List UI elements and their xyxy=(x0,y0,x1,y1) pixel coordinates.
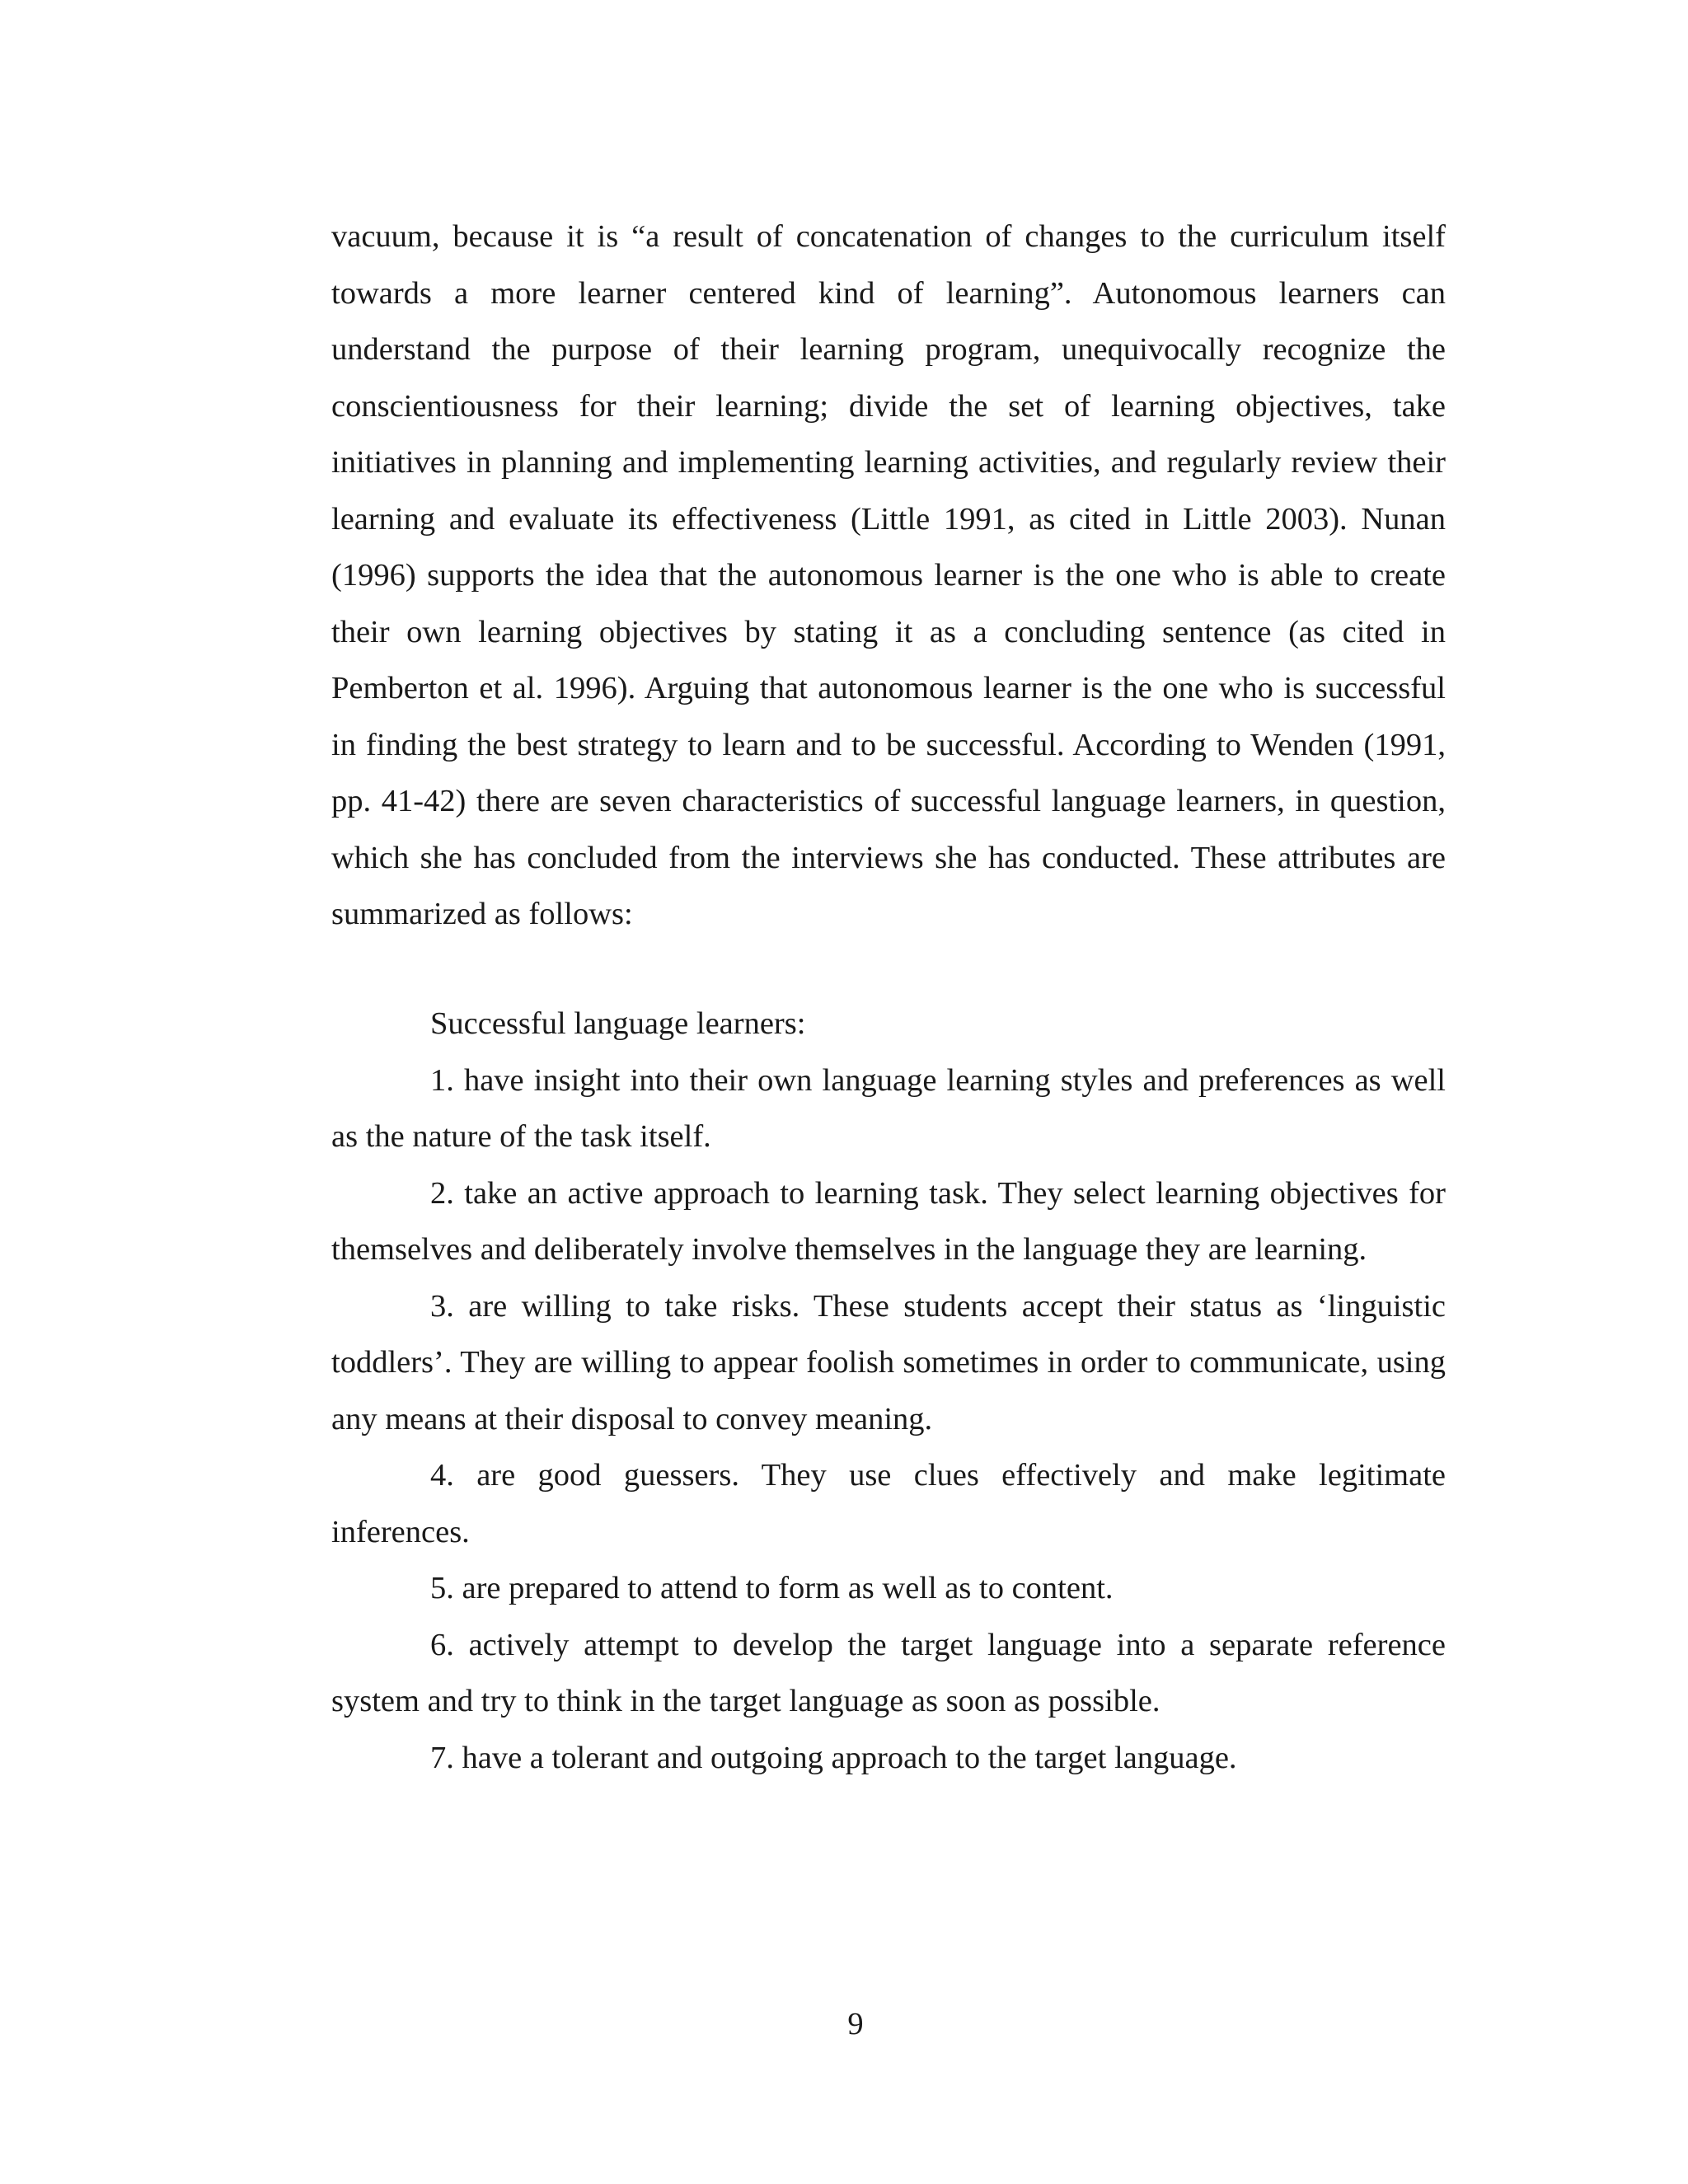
page-number: 9 xyxy=(847,2007,864,2041)
intro-paragraph: vacuum, because it is “a result of concatenation of changes to the curriculum itself towards a more learner centered kind of learning”. Autonomous learners can understand the purpose of their learning program, unequivocally recognize the conscientiousness for their learning; divide the set of learning objectives, take initiatives in planning and implementing learning activities, and regularly review their learning and evaluate its effectiveness (Little 1991, as cited in Little 2003). Nunan (1996) supports the idea that the autonomous learner is the one who is able to create their own learning objectives by stating it as a concluding sentence (as cited in Pemberton et al. 1996). Arguing that autonomous learner is the one who is successful in finding the best strategy to learn and to be successful. According to Wenden (1991, pp. 41-42) there are seven characteristics of successful language learners, in question, which she has concluded from the interviews she has conducted. These attributes are summarized as follows: xyxy=(331,219,1446,931)
list-item: 5. are prepared to attend to form as well as to content. xyxy=(430,1571,1114,1605)
list-item: 3. are willing to take risks. These students accept their status as ‘linguistic toddlers’. They are willing to appear foolish sometimes in order to communicate, using any means at their disposal to convey meaning. xyxy=(331,1288,1446,1436)
list-heading: Successful language learners: xyxy=(430,1006,806,1041)
list-item: 4. are good guessers. They use clues effectively and make legitimate inferences. xyxy=(331,1458,1446,1549)
list-item: 1. have insight into their own language learning styles and preferences as well as the nature of the task itself. xyxy=(331,1062,1446,1154)
list-item: 6. actively attempt to develop the target language into a separate reference system and try to think in the target language as soon as possible. xyxy=(331,1627,1446,1718)
intro-paragraph-block xyxy=(331,209,1446,943)
list-item: 7. have a tolerant and outgoing approach to the target language. xyxy=(430,1740,1237,1775)
list-item: 2. take an active approach to learning task. They select learning objectives for themselves and deliberately involve themselves in the language they are learning. xyxy=(331,1175,1446,1267)
learner-characteristics-list xyxy=(331,996,1446,1786)
